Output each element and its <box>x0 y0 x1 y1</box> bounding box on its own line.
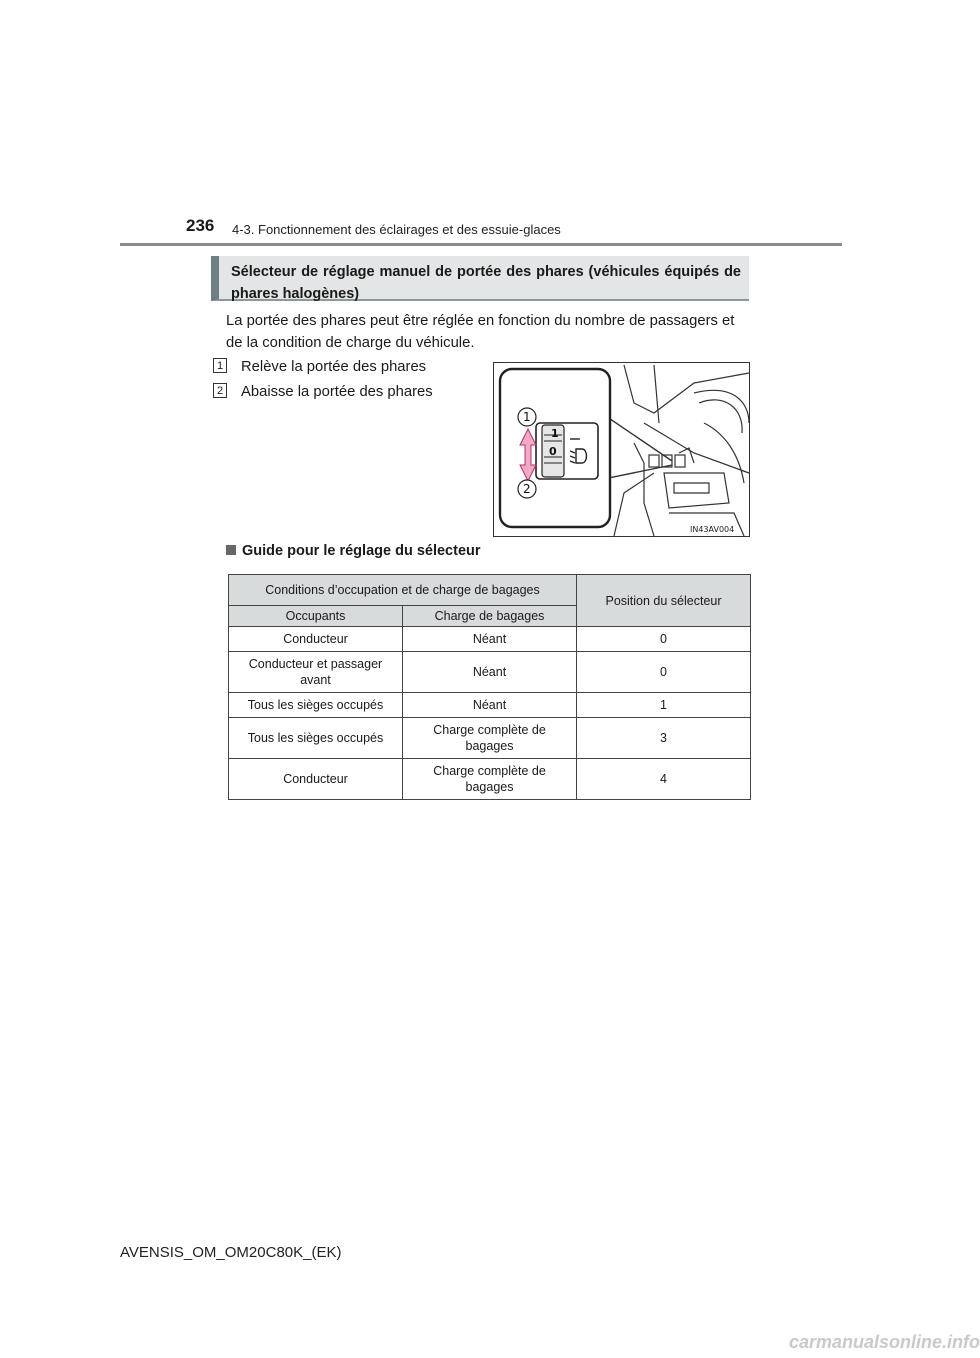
header-occupants: Occupants <box>229 606 403 627</box>
table-row <box>229 652 751 693</box>
intro-paragraph: La portée des phares peut être réglée en fonction du nombre de passagers et de la condition de charge du véhicule. <box>226 313 735 351</box>
header-conditions: Conditions d’occupation et de charge de bagages <box>229 575 577 606</box>
item-text: Relève la portée des phares <box>241 359 427 375</box>
cell-occupants: Conducteur <box>229 627 403 652</box>
table-header-row <box>229 575 751 606</box>
header-divider <box>120 243 842 246</box>
table-row <box>229 627 751 652</box>
dial-label-top: 1 <box>551 427 559 440</box>
square-bullet-icon <box>226 545 236 555</box>
watermark: carmanualsonline.info <box>789 1332 980 1352</box>
dial-label-mid: 0 <box>549 445 557 458</box>
cell-position: 1 <box>577 693 751 718</box>
callout-2: 2 <box>523 482 531 496</box>
item-number: 1 <box>213 358 227 373</box>
callout-1: 1 <box>523 410 531 424</box>
cell-occupants: Tous les sièges occupés <box>229 693 403 718</box>
page-number: 236 <box>186 216 215 235</box>
list-item <box>213 383 433 400</box>
cell-position: 0 <box>577 652 751 693</box>
list-item <box>213 358 426 375</box>
section-header <box>211 256 749 301</box>
headlight-leveling-illustration <box>493 362 750 537</box>
item-text: Abaisse la portée des phares <box>241 384 433 400</box>
cell-charge: Néant <box>403 693 577 718</box>
subheading-text: Guide pour le réglage du sélecteur <box>242 543 481 559</box>
section-title: Sélecteur de réglage manuel de portée des phares (véhicules équipés de phares halogènes) <box>231 264 741 302</box>
cell-charge: Néant <box>403 652 577 693</box>
item-number: 2 <box>213 383 227 398</box>
cell-charge: Charge complète de bagages <box>403 759 577 800</box>
header-position: Position du sélecteur <box>577 575 751 627</box>
table-row <box>229 759 751 800</box>
guide-table <box>228 574 751 800</box>
document-code-footer: AVENSIS_OM_OM20C80K_(EK) <box>120 1244 342 1261</box>
cell-position: 0 <box>577 627 751 652</box>
cell-position: 4 <box>577 759 751 800</box>
table-row <box>229 693 751 718</box>
illustration-svg <box>494 363 749 536</box>
cell-position: 3 <box>577 718 751 759</box>
guide-subheading <box>226 543 481 559</box>
cell-occupants: Tous les sièges occupés <box>229 718 403 759</box>
figure-code: IN43AV004 <box>690 525 735 534</box>
table-row <box>229 718 751 759</box>
cell-charge: Néant <box>403 627 577 652</box>
chapter-title: 4-3. Fonctionnement des éclairages et des essuie-glaces <box>232 222 561 237</box>
cell-occupants: Conducteur et passager avant <box>229 652 403 693</box>
cell-charge: Charge complète de bagages <box>403 718 577 759</box>
header-charge: Charge de bagages <box>403 606 577 627</box>
cell-occupants: Conducteur <box>229 759 403 800</box>
